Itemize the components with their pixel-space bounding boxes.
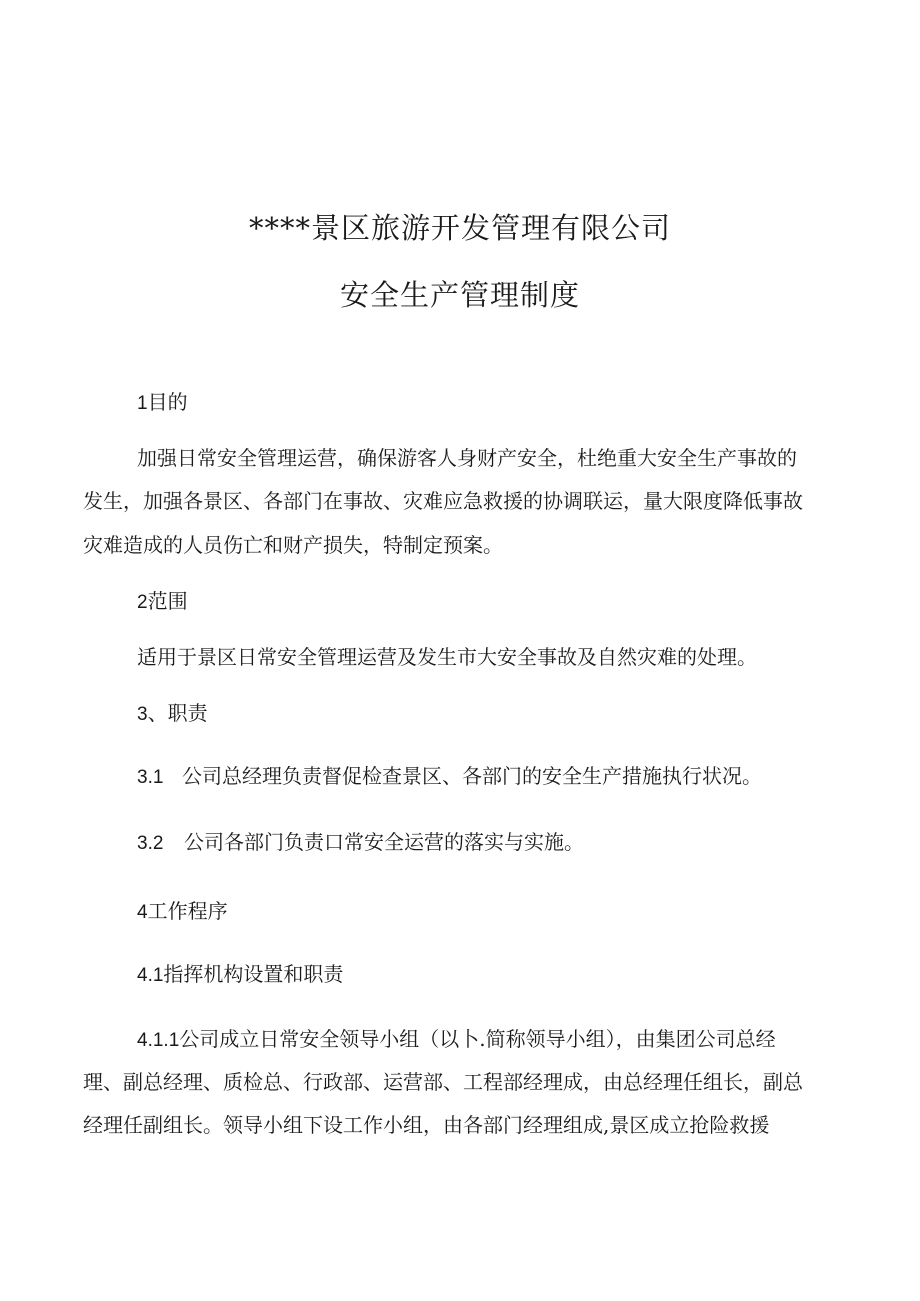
clause-3-1 bbox=[137, 762, 762, 792]
section-2-heading bbox=[137, 587, 188, 617]
section-1-heading bbox=[137, 388, 188, 418]
section-4-title: 工作程序 bbox=[147, 899, 228, 923]
clause-3-2-number: 3.2 bbox=[137, 833, 164, 854]
clause-4-1-1-line: 理、副总经理、质检总、行政部、运营部、工程部经理成，由总经理任组长，副总 bbox=[83, 1070, 803, 1094]
section-1-title: 目的 bbox=[147, 390, 188, 414]
clause-4-1-1-text: 公司成立日常安全领导小组（以卜.简称领导小组），由集团公司总经 bbox=[179, 1027, 776, 1051]
section-3-title: 、职责 bbox=[147, 701, 208, 725]
section-1-paragraph-line: 灾难造成的人员伤亡和财产损失，特制定预案。 bbox=[83, 533, 503, 557]
section-2-title: 范围 bbox=[147, 589, 188, 613]
clause-3-2 bbox=[137, 828, 584, 858]
company-title: ****景区旅游开发管理有限公司 bbox=[248, 211, 671, 245]
clause-4-1-1-line: 经理任副组长。领导小组下设工作小组，由各部门经理组成,景区成立抢险救援 bbox=[83, 1113, 770, 1137]
section-3-number: 3 bbox=[137, 704, 148, 725]
section-2-number: 2 bbox=[137, 592, 148, 613]
subsection-4-1-number: 4.1 bbox=[137, 965, 164, 986]
subsection-4-1-title: 指挥机构设置和职责 bbox=[163, 962, 344, 986]
clause-4-1-1-line bbox=[137, 1025, 776, 1055]
clause-3-1-number: 3.1 bbox=[137, 767, 164, 788]
clause-4-1-1-number: 4.1.1 bbox=[137, 1030, 180, 1051]
section-1-number: 1 bbox=[137, 393, 148, 414]
section-4-heading bbox=[137, 897, 228, 927]
section-1-paragraph-line: 发生，加强各景区、各部门在事故、灾难应急救援的协调联运，量大限度降低事故 bbox=[83, 489, 803, 513]
section-3-heading bbox=[137, 699, 208, 729]
subsection-4-1-heading bbox=[137, 960, 343, 990]
section-4-number: 4 bbox=[137, 902, 148, 923]
clause-3-1-text: 公司总经理负责督促检查景区、各部门的安全生产措施执行状况。 bbox=[182, 764, 762, 788]
section-1-paragraph-line: 加强日常安全管理运营，确保游客人身财产安全，杜绝重大安全生产事故的 bbox=[137, 446, 797, 470]
document-title: 安全生产管理制度 bbox=[339, 278, 580, 312]
section-2-paragraph-line: 适用于景区日常安全管理运营及发生市大安全事故及自然灾难的处理。 bbox=[137, 645, 757, 669]
clause-3-2-text: 公司各部门负责口常安全运营的落实与实施。 bbox=[184, 830, 584, 854]
